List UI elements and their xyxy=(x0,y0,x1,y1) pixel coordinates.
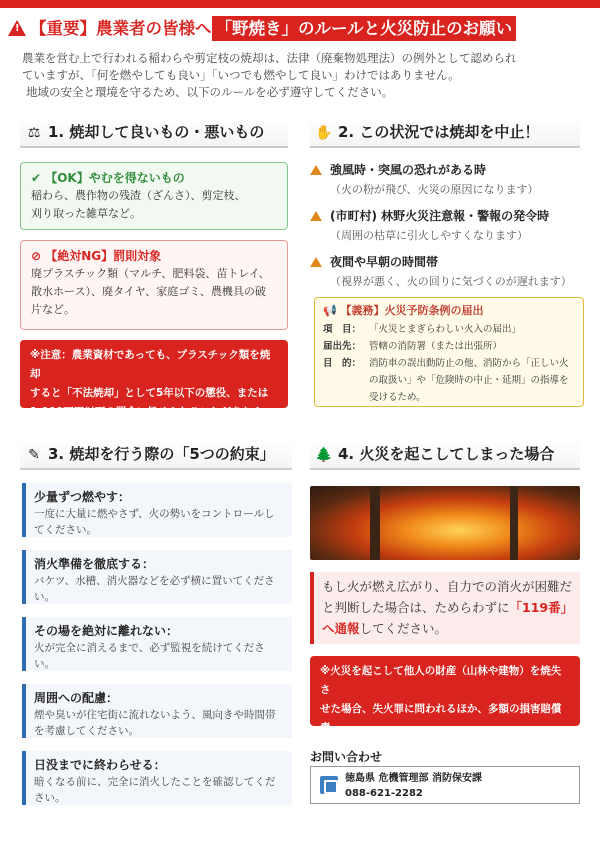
promise-item: 少量ずつ燃やす： 一度に大量に燃やさず、火の勢いをコントロールしてください。 xyxy=(22,483,292,537)
promise-item: その場を絶対に離れない： 火が完全に消えるまで、必ず監視を続けてください。 xyxy=(22,617,292,671)
section3-title: 3. 焼却を行う際の「5つの約束」 xyxy=(48,445,275,463)
megaphone-icon: 📢 xyxy=(323,304,341,317)
liability-warning: ※火災を起こして他人の財産（山林や建物）を焼失さ せた場合、失火罪に問われるほか、多額の損害賠償責 任が発生することがあります。 xyxy=(310,656,580,726)
call-119-box: もし火が燃え広がり、自力での消火が困難だと判断した場合は、ためらわずに「119番」へ通報してください。 xyxy=(310,572,580,644)
contact-phone: 088-621-2282 xyxy=(345,788,423,799)
notification-heading: 📢 【義務】火災予防条例の届出 xyxy=(323,304,484,317)
intro-text xyxy=(22,50,587,101)
promise-item: 周囲への配慮： 煙や臭いが住宅街に流れないよう、風向きや時間帯を考慮してください。 xyxy=(22,684,292,738)
prohibit-circle-icon: ⊘ xyxy=(31,249,46,263)
title-highlight: 「野焼き」のルールと火災防止のお願い xyxy=(212,16,517,41)
section2-title: 2. この状況では焼却を中止！ xyxy=(338,123,540,141)
hand-stop-icon: ✋ xyxy=(315,125,333,141)
notification-row: 届出先： 管轄の消防署（または出張所） xyxy=(323,341,503,352)
notification-box xyxy=(314,297,584,407)
stop-item: 夜間や早朝の時間帯 xyxy=(310,252,590,272)
intro-line: ていますが、「何を燃やしても良い」「いつでも燃やして良い」わけではありません。 xyxy=(22,68,460,82)
stop-list xyxy=(310,160,590,292)
caution-icon xyxy=(310,257,322,267)
penalty-warning: ※注意：農業資材であっても、プラスチック類を焼却 すると「不法焼却」として5年以下の懲役、または 1,000万円以下の罰金に処せられることがあります。 xyxy=(20,340,288,408)
stop-item-note: （視界が悪く、火の回りに気づくのが遅れます） xyxy=(330,275,572,288)
contact-box xyxy=(310,766,580,804)
tree-icon: 🌲 xyxy=(315,447,333,463)
ok-line: 稲わら、農作物の残渣（ざんさ）、剪定枝、 xyxy=(31,189,246,202)
ng-line: 廃プラスチック類（マルチ、肥料袋、苗トレイ、 xyxy=(31,267,270,280)
ok-box xyxy=(20,162,288,230)
scale-icon: ⚖ xyxy=(27,125,41,141)
promise-item: 消火準備を徹底する： バケツ、水槽、消火器などを必ず横に置いてください。 xyxy=(22,550,292,604)
section4-title: 4. 火災を起こしてしまった場合 xyxy=(338,445,555,463)
promise-item: 日没までに終わらせる： 暗くなる前に、完全に消火したことを確認してください。 xyxy=(22,751,292,805)
section1-heading xyxy=(20,118,288,148)
notification-row: 項 目： 「火災とまぎらわしい火入の届出」 xyxy=(323,324,522,335)
pen-icon: ✎ xyxy=(28,447,40,463)
ng-box xyxy=(20,240,288,330)
top-bar xyxy=(0,0,600,8)
contact-heading: お問い合わせ xyxy=(310,750,383,764)
ok-line: 刈り取った雑草など。 xyxy=(31,207,141,220)
section3-heading xyxy=(20,440,292,470)
stop-item-note: （火の粉が飛び、火災の原因になります） xyxy=(330,183,539,196)
ng-line: 片など。 xyxy=(31,303,75,316)
building-icon xyxy=(320,776,338,794)
section1-title: 1. 焼却して良いもの・悪いもの xyxy=(48,123,265,141)
warning-icon xyxy=(8,20,26,36)
caution-icon xyxy=(310,165,322,175)
section2-heading xyxy=(310,118,580,148)
stop-item-note: （周囲の枯草に引火しやすくなります） xyxy=(330,229,528,242)
ng-heading: ⊘ 【絶対NG】罰則対象 xyxy=(31,249,162,263)
ng-line: 散水ホース）、廃タイヤ、家庭ゴミ、農機具の破 xyxy=(31,285,266,298)
ok-heading: ✔ 【OK】やむを得ないもの xyxy=(31,171,185,185)
fire-photo xyxy=(310,486,580,560)
notification-row: 目 的： 消防車の誤出動防止の他、消防から「正しい火の取扱い」や「危険時の中止・延期」の指導を受けるため。 xyxy=(323,358,569,403)
contact-org: 徳島県 危機管理部 消防保安課 xyxy=(345,773,482,784)
page-title xyxy=(8,14,598,44)
intro-line: 農業を営む上で行われる稲わらや剪定枝の焼却は、法律（廃棄物処理法）の例外として認められ xyxy=(22,51,517,65)
stop-item: (市町村) 林野火災注意報・警報の発令時 xyxy=(310,206,590,226)
title-prefix: 【重要】農業者の皆様へ xyxy=(30,19,212,38)
caution-icon xyxy=(310,211,322,221)
intro-line: 地域の安全と環境を守るため、以下のルールを必ず遵守してください。 xyxy=(26,85,394,99)
stop-item: 強風時・突風の恐れがある時 xyxy=(310,160,590,180)
check-circle-icon: ✔ xyxy=(31,171,46,185)
section4-heading xyxy=(310,440,580,470)
